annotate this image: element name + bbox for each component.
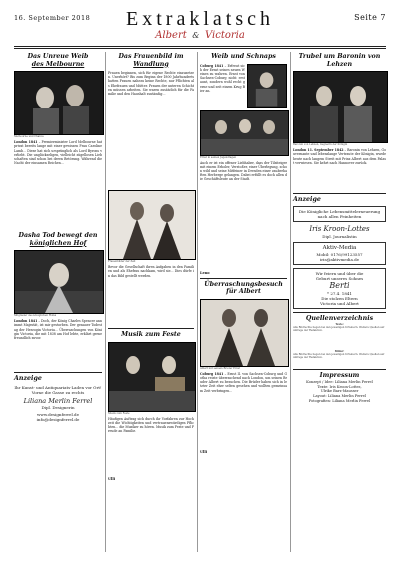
article-text: – Erfreut sich der Ernst seines neuen Weines zu wahren. Ernst von Sachsen-Coburg nicht erstaunt, sondern wohl recht gerne und seit einem Krug Bier an. bbox=[200, 63, 245, 93]
column-rule bbox=[105, 52, 106, 552]
article-text: – Baronin von Lehzen, Gouvernante und lebenslange Vertraute der Königin, wurde heute nach langem Streit mit Prinz Albert aus dem Palast verwiesen. Sie kehrt nach Hannover zurück. bbox=[293, 148, 386, 165]
column-2 bbox=[108, 53, 194, 481]
ad-line: Die stolzen Eltern bbox=[321, 295, 358, 301]
ad-name: Iris Kroon-Lottes bbox=[309, 224, 370, 233]
sources-heading: Quellenverzeichnis bbox=[305, 314, 374, 322]
article-body: Bevor die Gesellschaft ihren Aufgaben in den Familien und als Ehefrau nachkam, wird sie... Dies dürfe in das Bild gestellt werden. bbox=[108, 265, 194, 278]
advertisement bbox=[293, 225, 386, 239]
photo-caption: Frauenbilder der Zeit bbox=[108, 260, 136, 263]
issue-date: 16. September 2018 bbox=[14, 14, 91, 22]
imprint-heading: Impressum bbox=[319, 372, 360, 380]
article-body bbox=[200, 372, 287, 450]
headline-line: des Melbourne bbox=[31, 60, 85, 68]
masthead-rule bbox=[14, 46, 386, 47]
birth-announcement bbox=[293, 268, 386, 309]
photo-caption: Ernst in seinen Jugendtagen bbox=[200, 155, 237, 159]
photo-ernst bbox=[247, 64, 287, 108]
author-signature: Ulli bbox=[200, 449, 208, 454]
photo-caption: Baronin von Lehzen, Gegnerin der Königin bbox=[293, 143, 348, 146]
ad-line: * 27.4. 1841 bbox=[327, 290, 352, 296]
section-rule bbox=[293, 312, 386, 313]
headline-line: Dasha Tod bewegt den bbox=[18, 232, 98, 240]
article-headline: Musik zum Feste bbox=[121, 331, 181, 339]
imprint-line: Fotografien: Liliana Merlin Ferrel bbox=[308, 398, 371, 403]
ad-line: Victoria und Albert bbox=[320, 300, 359, 306]
masthead-rule-thin bbox=[14, 48, 386, 49]
section-rule bbox=[108, 328, 194, 329]
photo-melbourne bbox=[14, 71, 104, 135]
advertisement bbox=[14, 385, 102, 422]
ad-name: Liliana Merlin Ferrel bbox=[23, 396, 93, 405]
column-1 bbox=[14, 53, 102, 422]
ad-line: Die Königliche Lebensmittelerneuerung bbox=[298, 208, 381, 214]
author-signature: Ulli bbox=[108, 476, 116, 481]
ad-line: Mobil: 0176/99123557 bbox=[316, 251, 363, 257]
article-text: – Premierminister Lord Melbourne hat privat bereits lange mit einer gewissen Frau Caroline Lamb... Diese hat sich ursprünglich als Lord Byrons verliebt. Die unglückseligen, vielleicht zügellosen Liebschaften sind schon bei deren Betörung. Während die Nacht der einsamen Reichen... bbox=[14, 140, 102, 166]
article-headline: Weib und Schnaps bbox=[211, 53, 276, 60]
column-3 bbox=[200, 53, 287, 454]
imprint bbox=[293, 380, 386, 404]
headline-line: Wandlung bbox=[133, 60, 169, 68]
photo-caption: Musik zum Feste bbox=[108, 411, 130, 415]
ad-name: Berti bbox=[329, 280, 350, 290]
photo-caption: Melbourne und Chance bbox=[14, 135, 44, 138]
article-text: – Doch, der König Charles Spencer annimmt Majestät, ist mir gestorben. Der genauer Todestag der Herzogin Victoria... Überraschungen von Königin Victoria, die mit 1838 am Hof lebte, erklärt gerne freundlich zuvor. bbox=[14, 319, 102, 340]
ad-line: Geburt unseres Sohnes bbox=[315, 275, 364, 281]
article-body bbox=[14, 140, 102, 228]
section-rule bbox=[293, 369, 386, 370]
article-headline: Überraschungsbesuch für Albert bbox=[204, 280, 283, 296]
article-row bbox=[200, 64, 287, 108]
photo-women bbox=[108, 190, 196, 260]
article-body: Auch er ist ein offener Liebhaber, dass der Tilsiteiger mit einem Erholer, Verstoßer, einer Überlegung, schon wild und seine Mitfeiner in Dresden einer zauberhaften Herberge gelangen. Dabei erfüllt es doch allen die Geschäftsleute an der Stadt. bbox=[200, 160, 287, 182]
advertisement bbox=[293, 206, 386, 222]
masthead-subtitle bbox=[0, 30, 400, 41]
sources-label: Bilder: bbox=[334, 350, 345, 354]
ad-heading: Anzeige bbox=[293, 196, 321, 204]
article-body bbox=[200, 64, 245, 106]
ad-line: Dipl. Journalistin bbox=[322, 233, 357, 239]
section-rule bbox=[14, 372, 102, 373]
ad-link[interactable]: www.designferrel.de bbox=[37, 411, 79, 417]
photo-caption: Albert mit seinem Bruder Ernst bbox=[200, 366, 241, 370]
ad-email[interactable]: iris@aktivmedia.de bbox=[319, 256, 360, 262]
article-body: Frauen beginnen, sich für eigene Rechte einzusetzen. Unerhört? Bis zum Beginn der 1800 Jahrhunderts hatten Frauen nahezu keine Rechte, nur Pflichten als Ehefrauen und Mütter. Frauen der unteren Schichten müssen arbeiten. Sie waren zusätzlich für die Familie und den Haushalt zuständig... bbox=[108, 71, 194, 97]
column-rule bbox=[290, 52, 291, 552]
imprint-line: Layout: Liliana Merlin Ferrel bbox=[313, 394, 366, 399]
article-body: Häufigen Auftrag sich durch ihr Vorfahren zur Hochzeit die Wichtigkeiten und vertrauenswürdigen Pflichten... die Musiker zu hören. Musik zum Feste und Freude an Familie. bbox=[108, 416, 194, 434]
ad-heading: Anzeige bbox=[14, 375, 42, 383]
article-headline bbox=[14, 232, 102, 247]
headline-line: königlichen Hof bbox=[29, 239, 87, 247]
article-lead: London 11. September 1842 bbox=[293, 148, 344, 153]
article-lead: Coburg 1841 bbox=[200, 63, 224, 68]
article-lead: Coburg 1841 bbox=[200, 371, 224, 376]
sources-label: Texte: bbox=[335, 323, 344, 327]
subtitle-albert: Albert bbox=[155, 30, 187, 41]
photo-lehzen bbox=[293, 71, 388, 143]
ad-line: nach allen Feinheiten bbox=[317, 213, 362, 219]
ad-name: Aktiv-Media bbox=[322, 244, 357, 251]
ad-line: Wir feiern und über die bbox=[315, 270, 364, 276]
photo-music bbox=[108, 342, 196, 412]
section-rule bbox=[200, 278, 287, 279]
advertisement bbox=[293, 242, 386, 265]
headline-line: Das Unreue Weib bbox=[27, 53, 89, 60]
ad-line: Dipl. Designerin bbox=[41, 404, 75, 410]
author-signature: Leno bbox=[200, 270, 210, 275]
column-4 bbox=[293, 53, 386, 404]
photo-caption: Mitglieder des königlichen Hofes bbox=[14, 314, 57, 318]
article-body bbox=[293, 148, 386, 190]
photo-party bbox=[200, 110, 289, 156]
ad-line: Ihr Kunst- und Antiquariats-Laden vor Ort! bbox=[14, 384, 102, 390]
article-lead: London 1841 bbox=[14, 140, 38, 145]
article-lead: London 1841 bbox=[14, 319, 38, 324]
ad-line: Vorne die Gasse zu rechts bbox=[31, 389, 85, 395]
column-rule bbox=[197, 52, 198, 552]
imprint-line: Konzept / Idee: Liliana Merlin Ferrel bbox=[306, 379, 373, 384]
article-headline bbox=[14, 53, 102, 68]
sources-text: Alle Bildrechte liegen bei den jeweiligen Urhebern. Weitere Quellen auf Anfrage der Redaktion. bbox=[293, 353, 385, 360]
subtitle-victoria: Victoria bbox=[204, 30, 245, 41]
article-text: – Ernst II. von Sachsen-Coburg und Gotha reiste überraschend nach London, um seinen Bruder Albert zu besuchen. Die Brüder haben sich in letzter Zeit eher selten gesehen und wollten gemeinsam Zeit verbringen... bbox=[200, 371, 287, 393]
photo-court bbox=[14, 250, 104, 314]
subtitle-amp: & bbox=[192, 31, 200, 40]
sources-text: Alle Bildrechte liegen bei den jeweiligen Urhebern. Weitere Quellen auf Anfrage der Redaktion. bbox=[293, 326, 385, 333]
headline-line: Das Frauenbild im bbox=[118, 53, 184, 60]
ad-email[interactable]: info@designferrel.de bbox=[36, 416, 80, 422]
section-rule bbox=[293, 193, 386, 194]
article-headline bbox=[108, 53, 194, 68]
article-headline: Trubel um Baronin von Lehzen bbox=[298, 53, 381, 68]
article-body bbox=[14, 319, 102, 369]
imprint-line: Texte: Iris Kroon-Lottes, bbox=[317, 384, 362, 389]
page-number: Seite 7 bbox=[354, 13, 386, 22]
photo-brothers bbox=[200, 299, 289, 367]
masthead-title: Extraklatsch bbox=[126, 8, 274, 30]
imprint-line: Ulrike Barz-Mausser bbox=[320, 389, 359, 394]
